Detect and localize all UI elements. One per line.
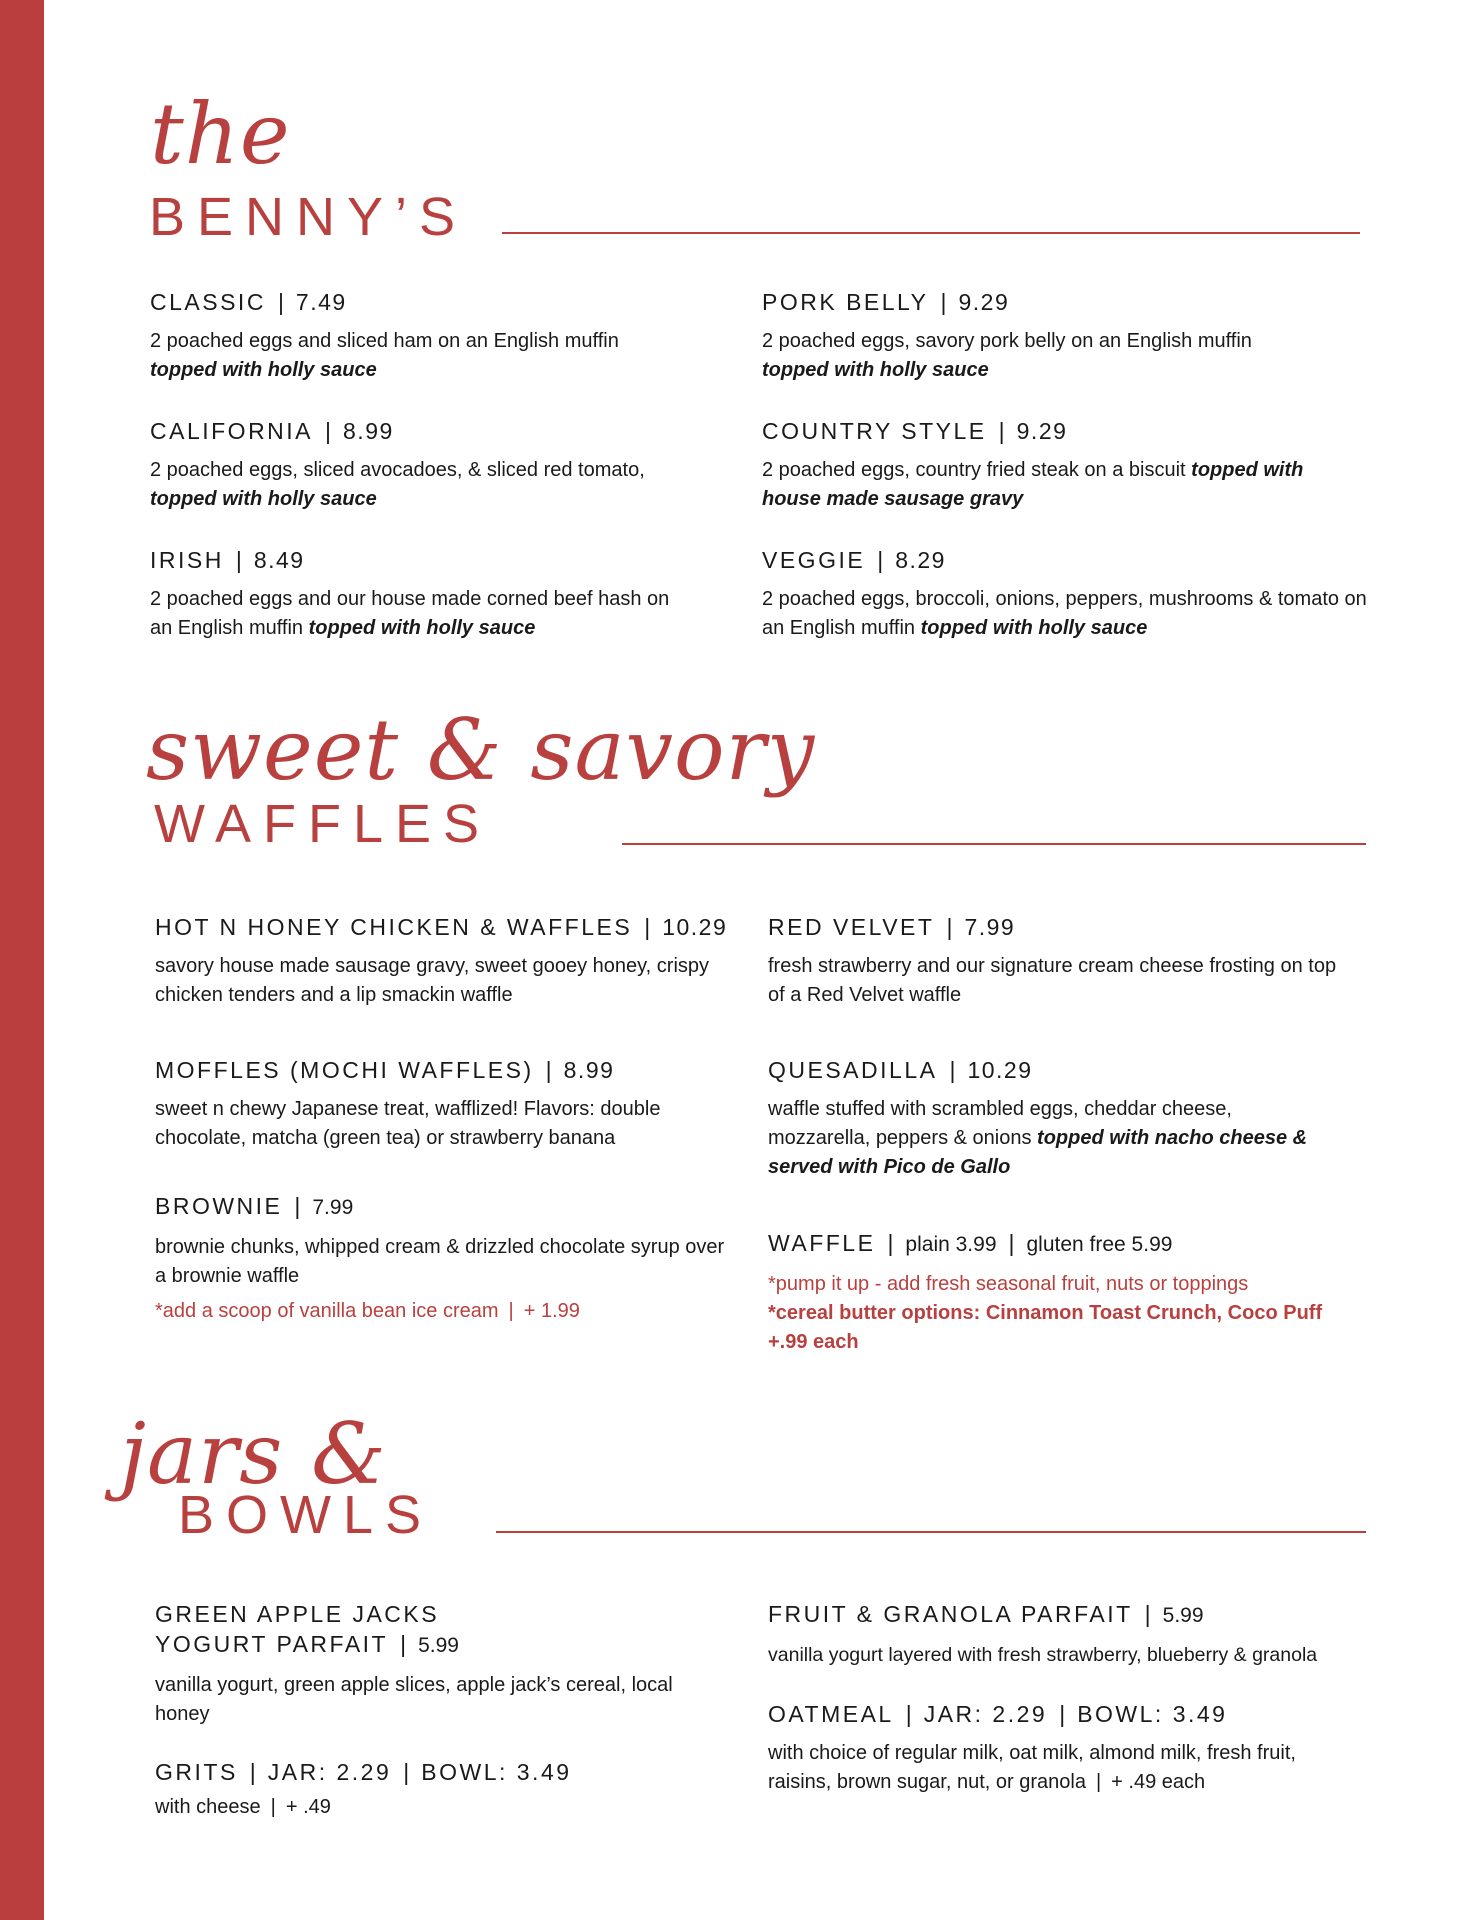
- item-name: GREEN APPLE JACKS: [155, 1601, 440, 1627]
- item-description: 2 poached eggs, country fried steak on a biscuit topped with house made sausage gravy: [762, 459, 1304, 510]
- item-name: GRITS: [155, 1759, 238, 1785]
- item-name: COUNTRY STYLE: [762, 418, 987, 444]
- bennys-script-heading: the: [150, 85, 291, 183]
- item-description: vanilla yogurt layered with fresh strawberry, blueberry & granola: [768, 1644, 1318, 1666]
- menu-item-irish: IRISH | 8.49 2 poached eggs and our house made corned beef hash on an English muffin topped with holly sauce: [150, 545, 690, 643]
- item-price: 5.99: [418, 1634, 459, 1657]
- menu-item-grits: GRITS | JAR: 2.29 | BOWL: 3.49 with cheese | + .49: [155, 1757, 715, 1822]
- item-price-jar: JAR: 2.29: [923, 1701, 1048, 1727]
- item-price: 8.99: [343, 418, 394, 444]
- menu-item-classic: CLASSIC | 7.49 2 poached eggs and sliced ham on an English muffin topped with holly sauce: [150, 287, 710, 385]
- menu-item-veggie: VEGGIE | 8.29 2 poached eggs, broccoli, onions, peppers, mushrooms & tomato on an English muffin topped with holly sauce: [762, 545, 1382, 643]
- item-name: BROWNIE: [155, 1193, 283, 1219]
- item-description: sweet n chewy Japanese treat, wafflized! Flavors: double chocolate, matcha (green tea) or strawberry banana: [155, 1098, 661, 1149]
- menu-item-moffles: MOFFLES (MOCHI WAFFLES) | 8.99 sweet n chewy Japanese treat, wafflized! Flavors: double chocolate, matcha (green tea) or strawberry banana: [155, 1055, 715, 1153]
- menu-item-oatmeal: OATMEAL | JAR: 2.29 | BOWL: 3.49 with choice of regular milk, oat milk, almond milk, fresh fruit, raisins, brown sugar, nut, or granola | + .49 each: [768, 1699, 1348, 1797]
- menu-item-california: CALIFORNIA | 8.99 2 poached eggs, sliced avocadoes, & sliced red tomato, topped with holly sauce: [150, 416, 710, 514]
- bennys-title: BENNY’S: [149, 187, 468, 247]
- item-name: QUESADILLA: [768, 1057, 938, 1083]
- item-price-plain: plain 3.99: [905, 1233, 997, 1256]
- item-description: 2 poached eggs, sliced avocadoes, & sliced red tomato, topped with holly sauce: [150, 459, 645, 510]
- item-description: vanilla yogurt, green apple slices, apple jack’s cereal, local honey: [155, 1674, 673, 1725]
- waffles-script-heading: sweet & savory: [146, 701, 816, 799]
- item-name: MOFFLES (MOCHI WAFFLES): [155, 1057, 534, 1083]
- item-price: 9.29: [958, 289, 1010, 315]
- menu-item-pork-belly: PORK BELLY | 9.29 2 poached eggs, savory pork belly on an English muffin topped with holly sauce: [762, 287, 1382, 385]
- item-price: 8.29: [895, 547, 946, 573]
- item-name: VEGGIE: [762, 547, 866, 573]
- item-name: FRUIT & GRANOLA PARFAIT: [768, 1601, 1133, 1627]
- jars-divider: [496, 1531, 1366, 1533]
- jars-title: BOWLS: [178, 1485, 434, 1545]
- item-price-bowl: BOWL: 3.49: [1077, 1701, 1228, 1727]
- item-name: CALIFORNIA: [150, 418, 314, 444]
- item-addon-note: *add a scoop of vanilla bean ice cream | + 1.99: [155, 1300, 580, 1322]
- item-description: with choice of regular milk, oat milk, almond milk, fresh fruit, raisins, brown sugar, nut, or granola | + .49 each: [768, 1742, 1296, 1793]
- menu-item-waffle: WAFFLE | plain 3.99 | gluten free 5.99 *pump it up - add fresh seasonal fruit, nuts or toppings *cereal butter options: Cinnamon Toast Crunch, Coco Puff +.99 each: [768, 1228, 1348, 1357]
- menu-item-green-apple-jacks: GREEN APPLE JACKS YOGURT PARFAIT | 5.99 vanilla yogurt, green apple slices, apple jack’s cereal, local honey: [155, 1599, 675, 1729]
- item-name: PORK BELLY: [762, 289, 929, 315]
- item-name: OATMEAL: [768, 1701, 894, 1727]
- waffles-divider: [622, 843, 1366, 845]
- item-price: 9.29: [1016, 418, 1068, 444]
- item-price: 7.99: [312, 1196, 354, 1219]
- item-cereal-note: *cereal butter options: Cinnamon Toast Crunch, Coco Puff +.99 each: [768, 1302, 1323, 1353]
- item-description: brownie chunks, whipped cream & drizzled chocolate syrup over a brownie waffle: [155, 1236, 725, 1287]
- menu-item-hot-n-honey: HOT N HONEY CHICKEN & WAFFLES | 10.29 savory house made sausage gravy, sweet gooey honey, crispy chicken tenders and a lip smackin waffle: [155, 912, 715, 1010]
- item-price: 8.99: [563, 1057, 615, 1083]
- item-description: 2 poached eggs and sliced ham on an English muffin topped with holly sauce: [150, 330, 619, 381]
- item-price: 10.29: [967, 1057, 1033, 1083]
- item-price-gluten-free: gluten free 5.99: [1026, 1233, 1173, 1256]
- item-description: with cheese | + .49: [155, 1796, 331, 1818]
- item-description: savory house made sausage gravy, sweet gooey honey, crispy chicken tenders and a lip smackin waffle: [155, 955, 710, 1006]
- item-price: 10.29: [662, 914, 728, 940]
- item-description: 2 poached eggs, savory pork belly on an English muffin topped with holly sauce: [762, 330, 1252, 381]
- menu-item-country-style: COUNTRY STYLE | 9.29 2 poached eggs, country fried steak on a biscuit topped with house made sausage gravy: [762, 416, 1342, 514]
- waffles-title: WAFFLES: [154, 794, 492, 854]
- item-price: 7.49: [295, 289, 347, 315]
- item-description: fresh strawberry and our signature cream cheese frosting on top of a Red Velvet waffle: [768, 955, 1337, 1006]
- item-description: 2 poached eggs and our house made corned beef hash on an English muffin topped with holly sauce: [150, 588, 670, 639]
- item-price: 5.99: [1162, 1604, 1204, 1627]
- item-name: HOT N HONEY CHICKEN & WAFFLES: [155, 914, 633, 940]
- jars-script-heading: jars &: [120, 1405, 387, 1503]
- bennys-divider: [502, 232, 1360, 234]
- item-description: waffle stuffed with scrambled eggs, cheddar cheese, mozzarella, peppers & onions topped with nacho cheese & served with Pico de Gallo: [768, 1098, 1308, 1178]
- item-addon-note: *pump it up - add fresh seasonal fruit, nuts or toppings: [768, 1273, 1249, 1295]
- menu-item-red-velvet: RED VELVET | 7.99 fresh strawberry and our signature cream cheese frosting on top of a Red Velvet waffle: [768, 912, 1348, 1010]
- left-color-bar: [0, 0, 44, 1920]
- menu-item-quesadilla: QUESADILLA | 10.29 waffle stuffed with scrambled eggs, cheddar cheese, mozzarella, peppers & onions topped with nacho cheese & served with Pico de Gallo: [768, 1055, 1328, 1182]
- item-name: WAFFLE: [768, 1230, 876, 1256]
- item-name-line2: YOGURT PARFAIT: [155, 1631, 389, 1657]
- item-name: IRISH: [150, 547, 224, 573]
- menu-item-brownie: BROWNIE | 7.99 brownie chunks, whipped cream & drizzled chocolate syrup over a brownie waffle *add a scoop of vanilla bean ice cream | + 1.99: [155, 1191, 725, 1326]
- item-price-bowl: BOWL: 3.49: [421, 1759, 572, 1785]
- item-description: 2 poached eggs, broccoli, onions, peppers, mushrooms & tomato on an English muffin topped with holly sauce: [762, 588, 1367, 639]
- item-price: 7.99: [964, 914, 1016, 940]
- item-price-jar: JAR: 2.29: [267, 1759, 392, 1785]
- menu-item-fruit-granola-parfait: FRUIT & GRANOLA PARFAIT | 5.99 vanilla yogurt layered with fresh strawberry, blueberry & granola: [768, 1599, 1368, 1670]
- item-name: CLASSIC: [150, 289, 266, 315]
- item-name: RED VELVET: [768, 914, 935, 940]
- item-price: 8.49: [253, 547, 305, 573]
